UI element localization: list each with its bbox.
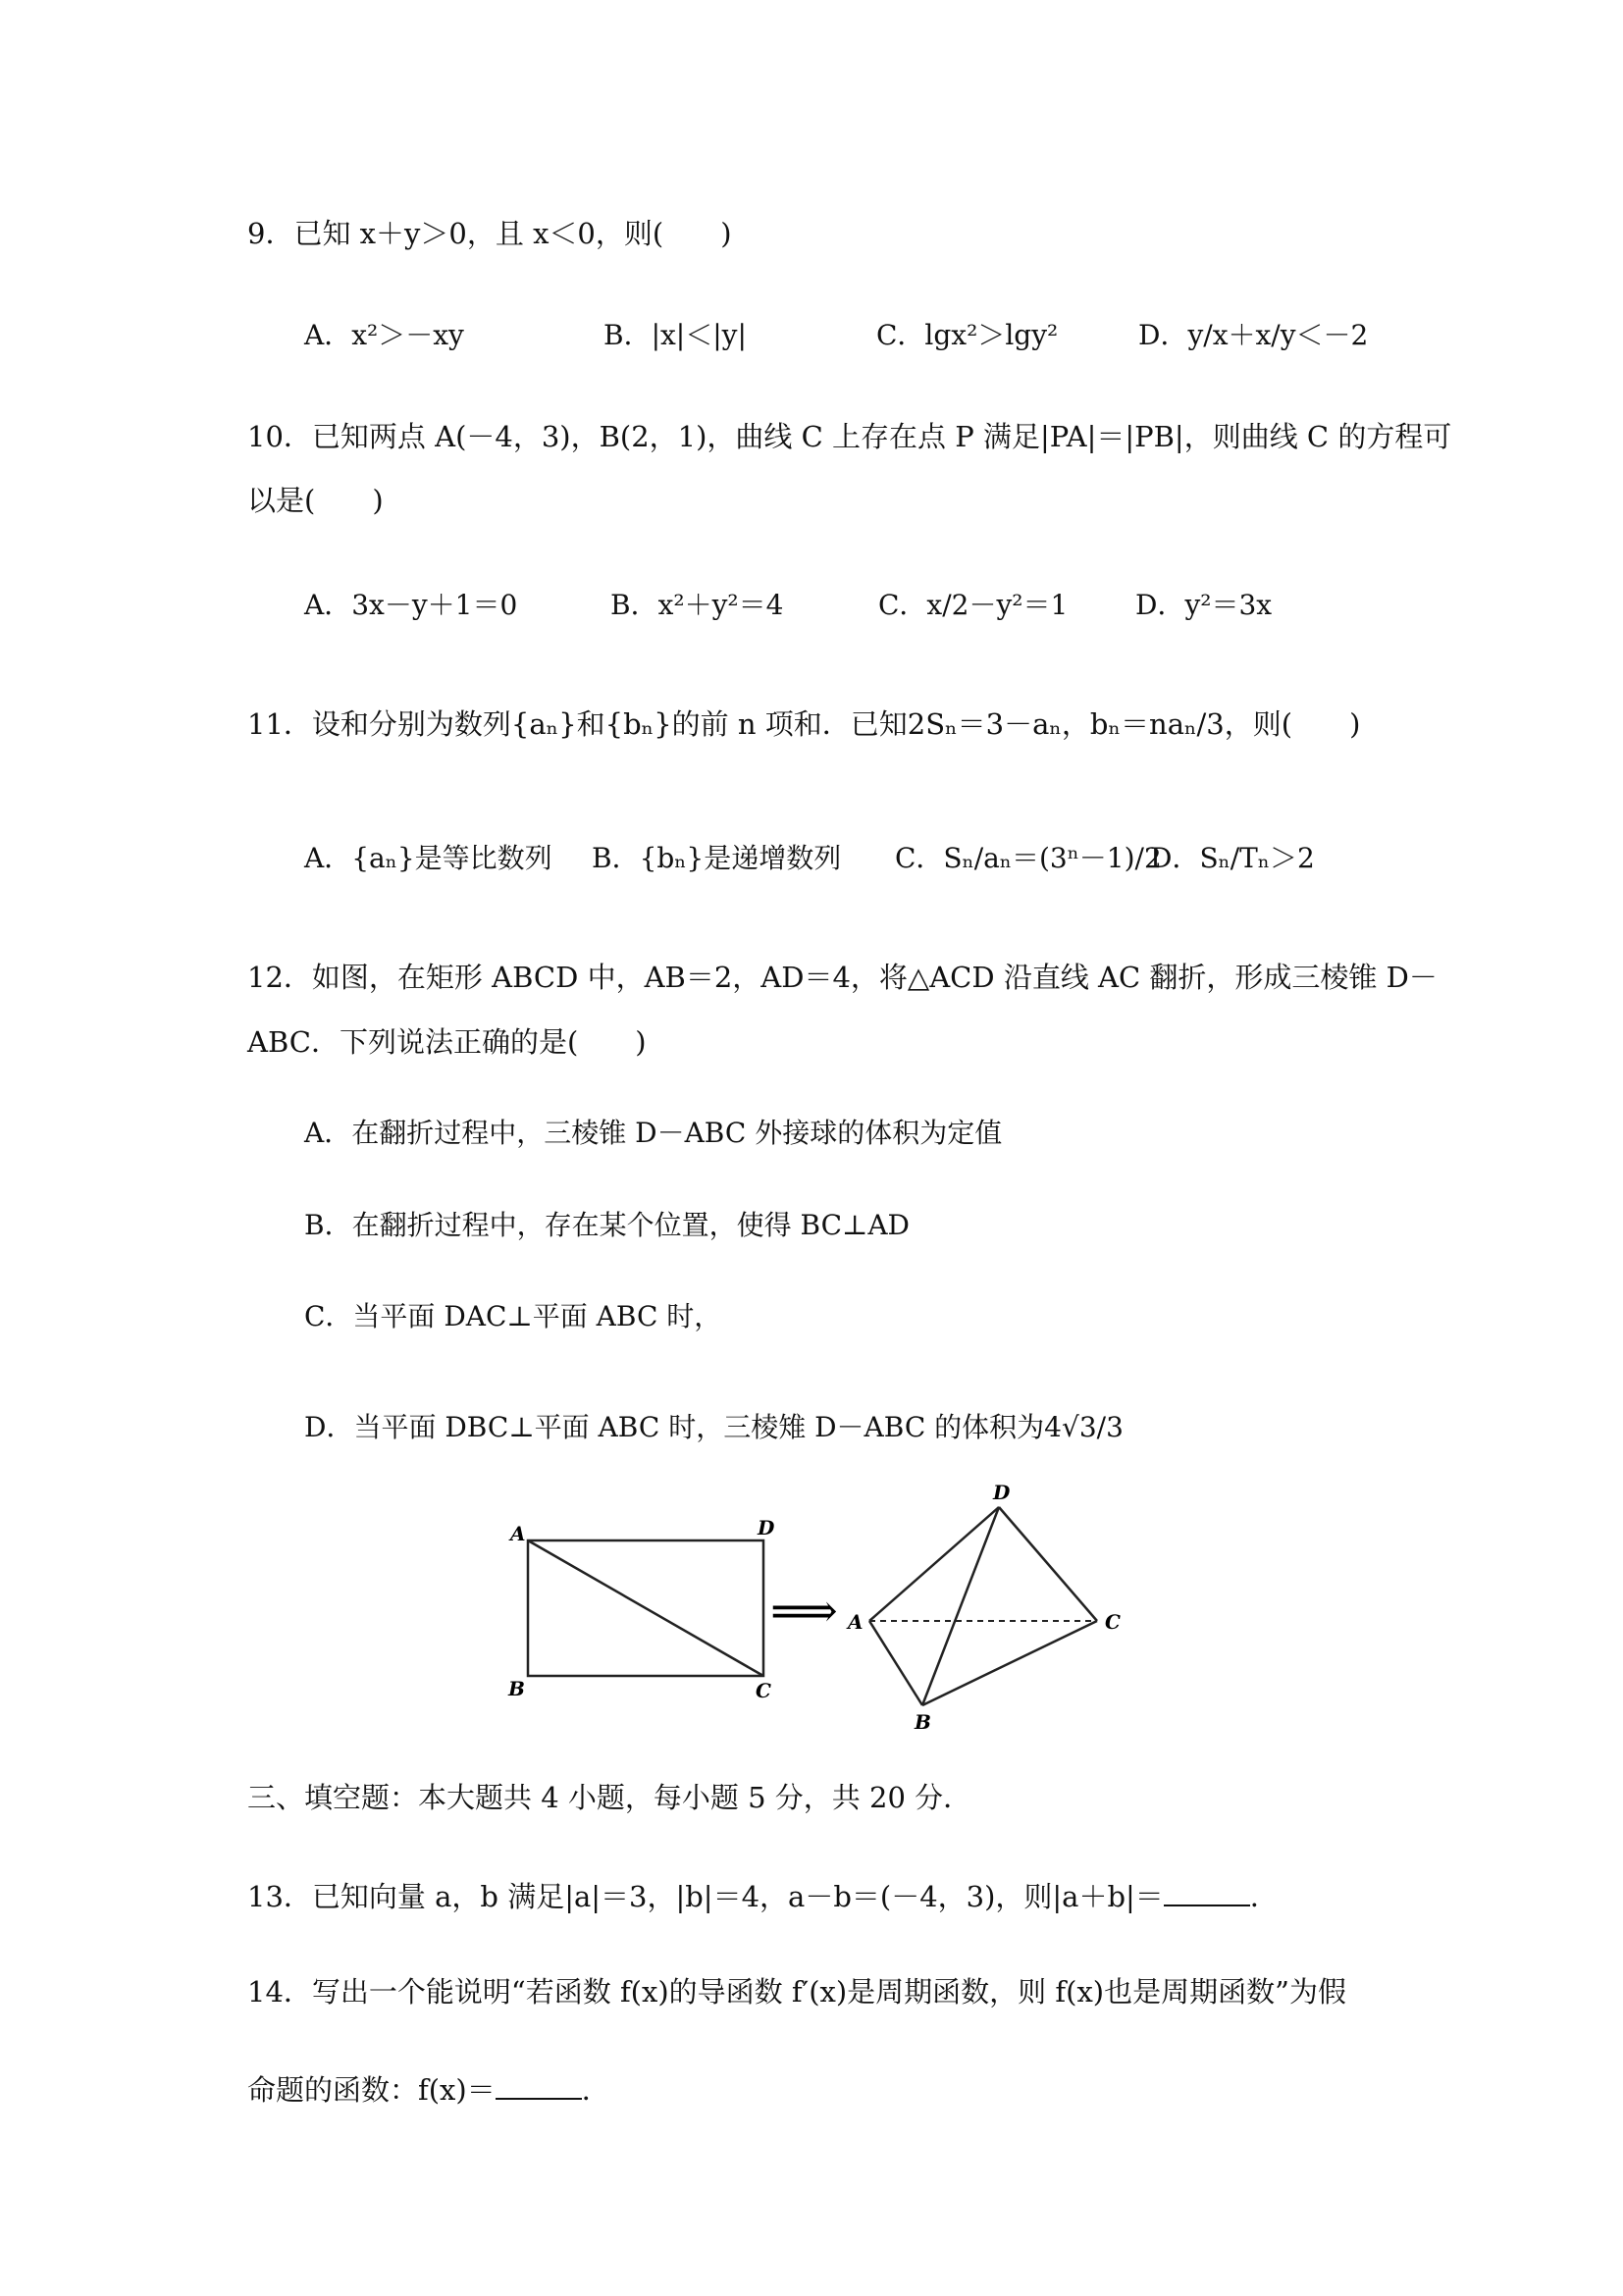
diagonal-ac [528, 1540, 763, 1676]
pyramid-label-d: D [993, 1482, 1011, 1504]
rect-label-c: C [756, 1679, 771, 1702]
implies-arrow: ⟹ [770, 1584, 838, 1639]
q12-option-c: C．当平面 DAC⊥平面 ABC 时， [304, 1300, 722, 1332]
q10-option-a: A．3x－y＋1＝0 [304, 589, 518, 621]
q9-stem: 9．已知 x＋y＞0，且 x＜0，则( ) [247, 217, 732, 250]
q13-stem: 13．已知向量 a，b 满足|a|＝3，|b|＝4，a－b＝(－4，3)，则|a＋b|＝ [247, 1880, 1164, 1913]
q10-option-b: B．x²＋y²＝4 [610, 589, 784, 621]
q9-option-a: A．x²＞－xy [304, 319, 464, 351]
q10-stem-line2: 以是( ) [247, 484, 384, 517]
q14-line2 [247, 2070, 610, 2110]
q9-option-c: C．lgx²＞lgy² [876, 319, 1059, 351]
q13-line [247, 1877, 1279, 1916]
pyramid-label-a: A [848, 1610, 864, 1634]
q14-stem-line2: 命题的函数：f(x)＝ [247, 2073, 496, 2107]
fold-figure [491, 1482, 1138, 1737]
edge-db [922, 1507, 999, 1705]
q14-stem-line1: 14．写出一个能说明“若函数 f(x)的导函数 f′(x)是周期函数，则 f(x)也是周期函数”为假 [247, 1975, 1346, 2009]
q12-option-d: D．当平面 DBC⊥平面 ABC 时，三棱雉 D－ABC 的体积为4√3/3 [304, 1411, 1124, 1443]
rect-label-a: A [510, 1522, 526, 1545]
q11-option-c: C．Sₙ/aₙ＝(3ⁿ－1)/2 [895, 842, 1162, 874]
edge-bc [922, 1621, 1097, 1705]
edge-ad [869, 1507, 999, 1621]
q10-option-d: D．y²＝3x [1135, 589, 1273, 621]
edge-ab [869, 1621, 922, 1705]
q12-stem-line1: 12．如图，在矩形 ABCD 中，AB＝2，AD＝4，将△ACD 沿直线 AC 翻折，形成三棱锥 D－ [247, 961, 1438, 994]
q11-option-d: D．Sₙ/Tₙ＞2 [1150, 842, 1315, 874]
q12-stem-line2: ABC．下列说法正确的是( ) [247, 1025, 647, 1059]
q12-option-b: B．在翻折过程中，存在某个位置，使得 BC⊥AD [304, 1209, 911, 1241]
q12-option-a: A．在翻折过程中，三棱锥 D－ABC 外接球的体积为定值 [304, 1117, 1003, 1149]
edge-dc-fixed [999, 1507, 1097, 1621]
q14-answer-blank[interactable] [496, 2072, 582, 2100]
q13-end: ． [1249, 1880, 1279, 1913]
pyramid-label-b: B [915, 1710, 931, 1734]
pyramid-label-c: C [1105, 1610, 1121, 1634]
q9-option-b: B．|x|＜|y| [603, 319, 747, 351]
q14-end: ． [581, 2073, 610, 2107]
section3-heading: 三、填空题：本大题共 4 小题，每小题 5 分，共 20 分． [247, 1781, 972, 1814]
q9-option-d: D．y/x＋x/y＜－2 [1138, 319, 1369, 351]
q11-option-b: B．{bₙ}是递增数列 [592, 842, 842, 874]
q11-stem: 11．设和分别为数列{aₙ}和{bₙ}的前 n 项和．已知2Sₙ＝3－aₙ，bₙ＝naₙ/3，则( ) [247, 707, 1361, 741]
q11-option-a: A．{aₙ}是等比数列 [304, 842, 552, 874]
rect-label-d: D [758, 1516, 775, 1539]
q10-stem-line1: 10．已知两点 A(－4，3)，B(2，1)，曲线 C 上存在点 P 满足|PA|＝|PB|，则曲线 C 的方程可 [247, 420, 1452, 453]
rect-label-b: B [508, 1677, 525, 1700]
q10-option-c: C．x/2－y²＝1 [878, 589, 1069, 621]
q13-answer-blank[interactable] [1164, 1879, 1250, 1906]
